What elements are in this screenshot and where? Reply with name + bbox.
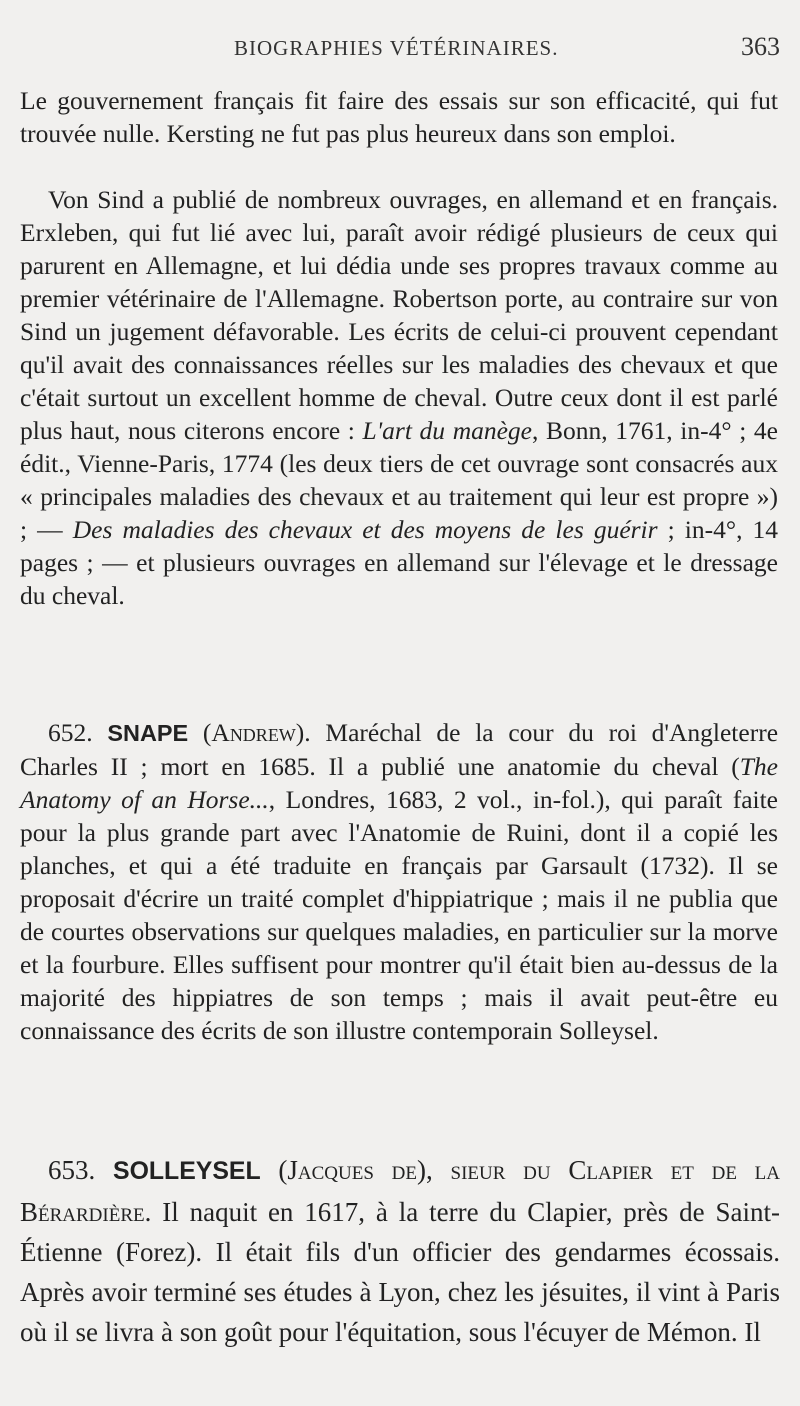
paragraph-continuation <box>20 84 778 150</box>
text-run: Il naquit en 1617, à la terre du Clapier, près de Saint-Étienne (Forez). Il était fils d'un officier des gendarmes écossais. Après avoir terminé ses études à Lyon, chez les jésuites, il vint à Paris où il se livra à son goût pour l'équitation, sous l'écuyer de Mémon. Il <box>20 1197 780 1347</box>
page-number: 363 <box>741 32 780 61</box>
entry-number: 653. <box>48 1155 96 1185</box>
running-title: BIOGRAPHIES VÉTÉRINAIRES. <box>234 36 559 60</box>
book-title: L'art du manège <box>362 416 532 445</box>
book-title: The Anatomy of an Horse... <box>20 752 778 814</box>
text-run: ; in-4°, 14 pages ; — et plusieurs ouvrages en allemand sur l'élevage et le dressage du cheval. <box>20 515 779 610</box>
book-title: Des maladies des chevaux et des moyens de les guérir <box>72 515 658 544</box>
text-run: Maréchal de la cour du roi d'Angleterre Charles II ; mort en 1685. Il a publié une anatomie du cheval ( <box>20 718 779 781</box>
entry-text <box>20 716 778 1047</box>
paragraph-text: Le gouvernement français fit faire des essais sur son efficacité, qui fut trouvée nulle. Kersting ne fut pas plus heureux dans son emploi. <box>20 86 778 148</box>
entry-name: SNAPE <box>107 720 189 746</box>
entry-given-name: (Andrew). <box>202 718 311 747</box>
entry-text <box>20 1150 780 1352</box>
paragraph-text <box>20 183 778 612</box>
entry-given-name: (Jacques de), sieur du Clapier et de la Bérardière. <box>20 1155 781 1227</box>
text-run: , Bonn, 1761, in-4° ; 4e édit., Vienne-Paris, 1774 (les deux tiers de cet ouvrage sont consacrés aux « principales maladies des chevaux et au traitement qui leur est propre ») ; — <box>20 416 778 544</box>
entry-name: SOLLEYSEL <box>113 1158 261 1185</box>
entry-652 <box>20 716 778 1047</box>
entry-number: 652. <box>48 718 93 747</box>
page-header <box>0 32 800 72</box>
text-run: , Londres, 1683, 2 vol., in-fol.), qui paraît faite pour la plus grande part avec l'Anatomie de Ruini, dont il a copié les planches, et qui a été traduite en français par Garsault (1732). Il se proposait d'écrire un traité complet d'hippiatrique ; mais il ne publia que de courtes observations sur quelques maladies, en particulier sur la morve et la fourbure. Elles suffisent pour montrer qu'il était bien au-dessus de la majorité des hippiatres de son temps ; mais il avait peut-être eu connaissance des écrits de son illustre contemporain Solleysel. <box>20 785 779 1045</box>
entry-653 <box>20 1150 780 1352</box>
paragraph-von-sind <box>20 183 778 612</box>
text-run: Von Sind a publié de nombreux ouvrages, en allemand et en français. Erxleben, qui fut lié avec lui, paraît avoir rédigé plusieurs de ceux qui parurent en Allemagne, et lui dédia unde ses propres travaux comme au premier vétérinaire de l'Allemagne. Robertson porte, au contraire sur von Sind un jugement défavorable. Les écrits de celui-ci prouvent cependant qu'il avait des connaissances réelles sur les maladies des chevaux et que c'était surtout un excellent homme de cheval. Outre ceux dont il est parlé plus haut, nous citerons encore : <box>20 185 778 445</box>
